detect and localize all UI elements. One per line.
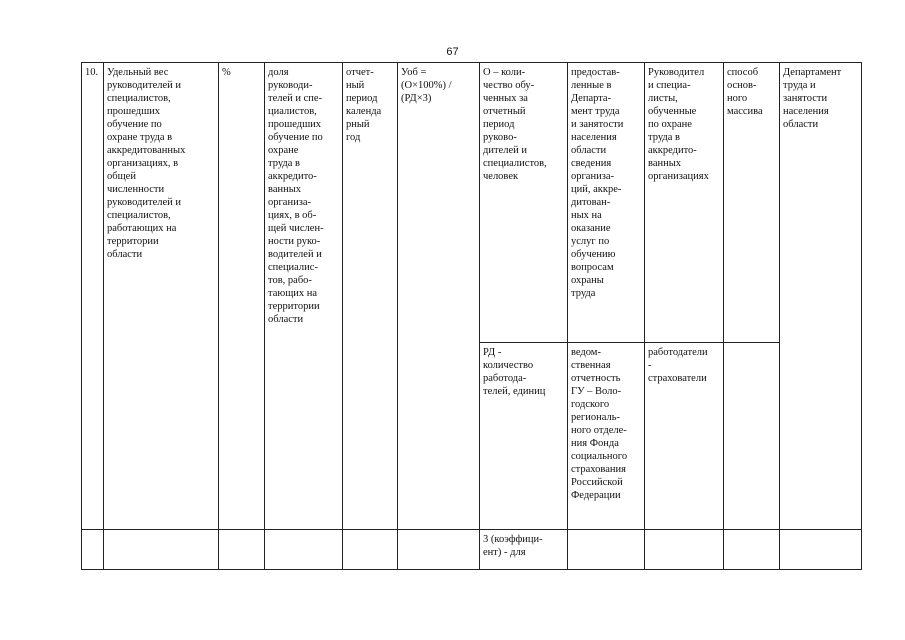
cell-definition [265, 530, 343, 570]
cell-period [343, 530, 398, 570]
cell-indicator-name: Удельный вес руководителей и специалистов, прошедших обучение по охране труда в аккредитованных организациях, в общей численности руководителей и специалистов, работающих на территории области [104, 63, 219, 530]
table-row [82, 530, 862, 570]
cell-collection-method [724, 343, 780, 530]
cell-responsible [780, 530, 862, 570]
cell-data-source [568, 530, 645, 570]
cell-responsible: Департамент труда и занятости населения области [780, 63, 862, 530]
cell-indicator-name [104, 530, 219, 570]
cell-definition: доля руководи- телей и спе- циалистов, прошедших обучение по охране труда в аккредито- ванных организа- циях, в об- щей числен- ности руко- водителей и специалис- тов, рабо- тающих на территории области [265, 63, 343, 530]
cell-data-source: предостав- ленные в Дeпарта- мент труда и занятости населения области сведения организа- ций, аккре- дитован- ных на оказание услуг по обучению вопросам охраны труда [568, 63, 645, 343]
cell-unit [219, 530, 265, 570]
cell-population: Руководител и специа- листы, обученные по охране труда в аккредито- ванных организациях [645, 63, 724, 343]
indicator-table [81, 62, 862, 570]
cell-formula [398, 530, 480, 570]
cell-population: работодатели - страхователи [645, 343, 724, 530]
cell-formula: Уоб = (О×100%) / (РД×3) [398, 63, 480, 530]
table-row [82, 63, 862, 343]
cell-period: отчет- ный период календа рный год [343, 63, 398, 530]
cell-unit: % [219, 63, 265, 530]
cell-data-source: ведом- ственная отчетность ГУ – Воло- годского региональ- ного отделе- ния Фонда социального страхования Российской Федерации [568, 343, 645, 530]
cell-row-number [82, 530, 104, 570]
cell-basic-indicator: РД - количество работода- телей, единиц [480, 343, 568, 530]
cell-collection-method [724, 530, 780, 570]
cell-basic-indicator: О – коли- чество обу- ченных за отчетный период руково- дителей и специалистов, человек [480, 63, 568, 343]
cell-row-number: 10. [82, 63, 104, 530]
cell-collection-method: способ основ- ного массива [724, 63, 780, 343]
page-number: 67 [446, 46, 459, 58]
cell-population [645, 530, 724, 570]
cell-basic-indicator: 3 (коэффици- ент) - для [480, 530, 568, 570]
